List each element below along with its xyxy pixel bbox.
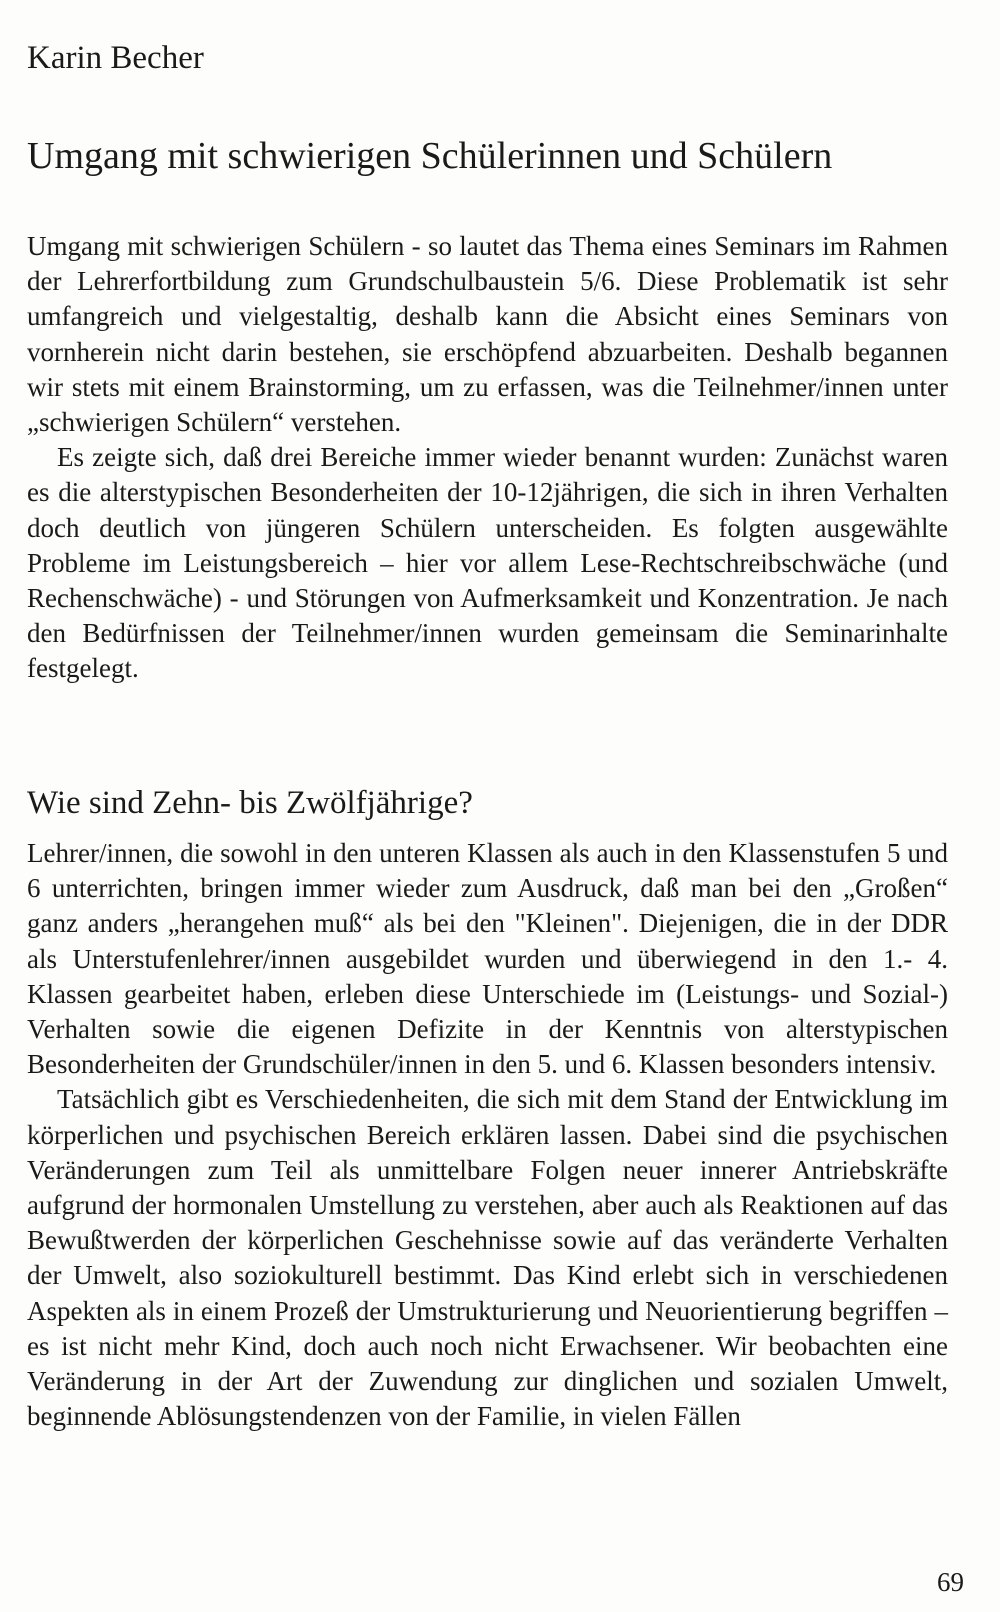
intro-text [27,229,948,687]
intro-paragraph-1: Umgang mit schwierigen Schülern - so lautet das Thema eines Seminars im Rahmen der Lehrerfortbildung zum Grundschulbaustein 5/6. Diese Problematik ist sehr umfangreich und vielgestaltig, deshalb kann die Absicht eines Seminars von vornherein nicht darin bestehen, sie erschöpfend abzuarbeiten. Deshalb begannen wir stets mit einem Brainstorming, um zu erfassen, was die Teilnehmer/innen unter „schwierigen Schülern“ verstehen. [27,231,948,438]
author-name: Karin Becher [27,40,204,76]
section-paragraph-2: Tatsächlich gibt es Verschiedenheiten, die sich mit dem Stand der Entwicklung im körperlichen und psychischen Bereich erklären lassen. Dabei sind die psychischen Veränderungen zum Teil als unmittelbare Folgen neuer innerer Antriebskräfte aufgrund der hormonalen Umstellung zu verstehen, aber auch als Reaktionen auf das Bewußtwerden der körperlichen Geschehnisse sowie auf das veränderte Verhalten der Umwelt, also soziokulturell bestimmt. Das Kind erlebt sich in verschiedenen Aspekten als in einem Prozeß der Umstrukturierung und Neuorientierung begriffen – es ist nicht mehr Kind, doch auch noch nicht Erwachsener. Wir beobachten eine Veränderung in der Art der Zuwendung zur dinglichen und sozialen Umwelt, beginnende Ablösungstendenzen von der Familie, in vielen Fällen [27,1084,948,1432]
section-zehn-bis-zwoelfjaehrige [27,781,948,1434]
intro-paragraph-2: Es zeigte sich, daß drei Bereiche immer wieder benannt wurden: Zunächst waren es die alterstypischen Besonderheiten der 10-12jährigen, die sich in ihren Verhalten doch deutlich von jüngeren Schülern unterscheiden. Es folgten ausgewählte Probleme im Leistungsbereich – hier vor allem Lese-Rechtschreibschwäche (und Rechenschwäche) - und Störungen von Aufmerksamkeit und Konzentration. Je nach den Bedürfnissen der Teilnehmer/innen wurden gemeinsam die Seminarinhalte festgelegt. [27,442,948,684]
section-heading: Wie sind Zehn- bis Zwölfjährige? [27,785,473,821]
article-title: Umgang mit schwierigen Schülerinnen und Schülern [27,135,833,177]
page-number: 69 [937,1567,964,1597]
section-paragraph-1: Lehrer/innen, die sowohl in den unteren Klassen als auch in den Klassenstufen 5 und 6 unterrichten, bringen immer wieder zum Ausdruck, daß man bei den „Großen“ ganz anders „herangehen muß“ als bei den "Kleinen". Diejenigen, die in der DDR als Unterstufenlehrer/innen ausgebildet wurden und überwiegend in den 1.- 4. Klassen gearbeitet haben, erleben diese Unterschiede im (Leistungs- und Sozial-) Verhalten sowie die eigenen Defizite in der Kenntnis von alterstypischen Besonderheiten der Grundschüler/innen in den 5. und 6. Klassen besonders intensiv. [27,838,948,1080]
